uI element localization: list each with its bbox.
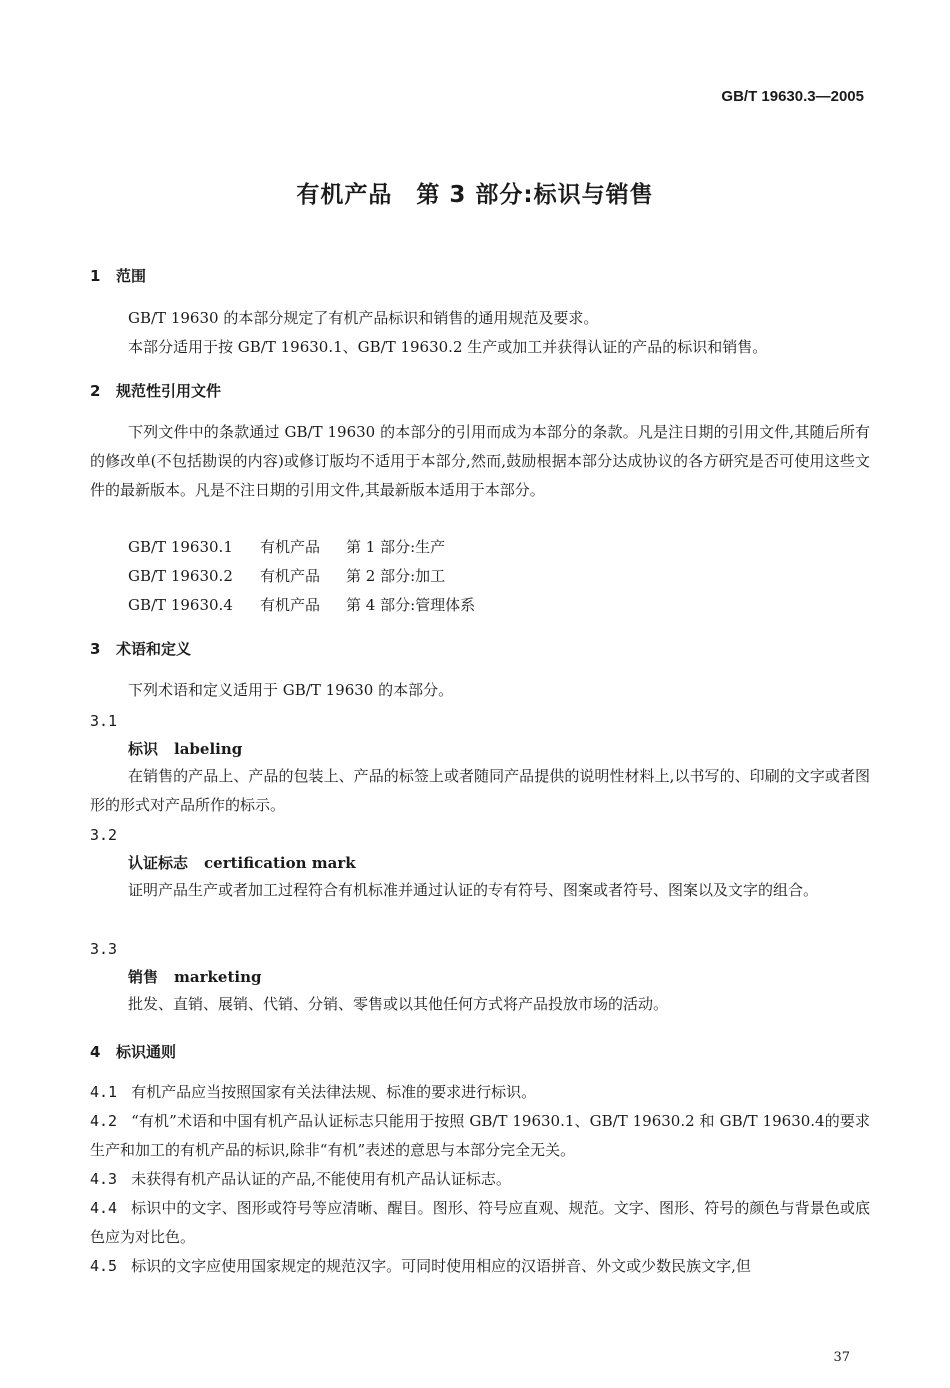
section-number: 3 (90, 640, 101, 658)
clause-number: 4.4 (90, 1199, 118, 1217)
clause-number: 4.3 (90, 1170, 118, 1188)
term-number: 3.3 (90, 940, 118, 958)
clause-4-1 (90, 1078, 870, 1107)
clause-4-5 (90, 1252, 870, 1281)
section-2-heading (90, 380, 221, 401)
reference-item (128, 591, 475, 620)
term-en: certification mark (204, 854, 356, 872)
page-number: 37 (833, 1350, 850, 1365)
reference-item (128, 533, 445, 562)
clause-4-2 (90, 1107, 870, 1165)
section-1-paragraph-2: 本部分适用于按 GB/T 19630.1、GB/T 19630.2 生产或加工并获得认证的产品的标识和销售。 (128, 338, 768, 356)
section-number: 2 (90, 382, 101, 400)
reference-code: GB/T 19630.1 (128, 538, 233, 556)
clause-text: “有机”术语和中国有机产品认证标志只能用于按照 GB/T 19630.1、GB/T 19630.2 和 GB/T 19630.4的要求生产和加工的有机产品的标识,除非“有机”表述的意思与本部分完全无关。 (90, 1112, 870, 1159)
section-number: 1 (90, 267, 101, 285)
section-title: 术语和定义 (116, 640, 192, 658)
clause-4-4 (90, 1194, 870, 1252)
term-en: labeling (174, 740, 243, 758)
section-4-heading (90, 1041, 176, 1062)
section-1-heading (90, 265, 146, 286)
reference-part: 第 1 部分:生产 (346, 538, 446, 556)
clause-text: 标识的文字应使用国家规定的规范汉字。可同时使用相应的汉语拼音、外文或少数民族文字,但 (131, 1257, 751, 1275)
clause-number: 4.2 (90, 1112, 118, 1130)
clause-text: 有机产品应当按照国家有关法律法规、标准的要求进行标识。 (131, 1083, 537, 1101)
reference-part: 第 2 部分:加工 (346, 567, 446, 585)
clause-4-3 (90, 1165, 870, 1194)
section-3-intro: 下列术语和定义适用于 GB/T 19630 的本部分。 (128, 681, 454, 699)
section-title: 规范性引用文件 (116, 382, 222, 400)
reference-product: 有机产品 (260, 567, 321, 585)
reference-item (128, 562, 445, 591)
standard-number: GB/T 19630.3—2005 (721, 88, 864, 105)
term-en: marketing (174, 968, 262, 986)
section-number: 4 (90, 1043, 101, 1061)
term-number: 3.2 (90, 826, 118, 844)
term-heading (128, 852, 356, 873)
term-heading (128, 966, 261, 987)
term-heading (128, 738, 242, 759)
section-2-paragraph: 下列文件中的条款通过 GB/T 19630 的本部分的引用而成为本部分的条款。凡是注日期的引用文件,其随后所有的修改单(不包括勘误的内容)或修订版均不适用于本部分,然而,鼓励根据本部分达成协议的各方研究是否可使用这些文件的最新版本。凡是不注日期的引用文件,其最新版本适用于本部分。 (90, 423, 870, 499)
clause-text: 标识中的文字、图形或符号等应清晰、醒目。图形、符号应直观、规范。文字、图形、符号的颜色与背景色或底色应为对比色。 (90, 1199, 870, 1246)
section-1-paragraph-1: GB/T 19630 的本部分规定了有机产品标识和销售的通用规范及要求。 (128, 309, 599, 327)
section-title: 标识通则 (116, 1043, 177, 1061)
reference-product: 有机产品 (260, 596, 321, 614)
term-zh: 认证标志 (128, 854, 189, 872)
reference-product: 有机产品 (260, 538, 321, 556)
term-definition: 在销售的产品上、产品的包装上、产品的标签上或者随同产品提供的说明性材料上,以书写的、印刷的文字或者图形的形式对产品所作的标示。 (90, 767, 870, 814)
reference-code: GB/T 19630.4 (128, 596, 233, 614)
section-3-heading (90, 638, 191, 659)
clause-number: 4.5 (90, 1257, 118, 1275)
page-title: 有机产品 第 3 部分:标识与销售 (296, 182, 654, 208)
term-number: 3.1 (90, 712, 118, 730)
term-definition: 证明产品生产或者加工过程符合有机标准并通过认证的专有符号、图案或者符号、图案以及文字的组合。 (128, 881, 819, 899)
clause-text: 未获得有机产品认证的产品,不能使用有机产品认证标志。 (131, 1170, 511, 1188)
term-zh: 销售 (128, 968, 159, 986)
reference-part: 第 4 部分:管理体系 (346, 596, 476, 614)
term-zh: 标识 (128, 740, 159, 758)
clause-number: 4.1 (90, 1083, 118, 1101)
reference-code: GB/T 19630.2 (128, 567, 233, 585)
section-title: 范围 (116, 267, 147, 285)
term-definition: 批发、直销、展销、代销、分销、零售或以其他任何方式将产品投放市场的活动。 (128, 995, 669, 1013)
